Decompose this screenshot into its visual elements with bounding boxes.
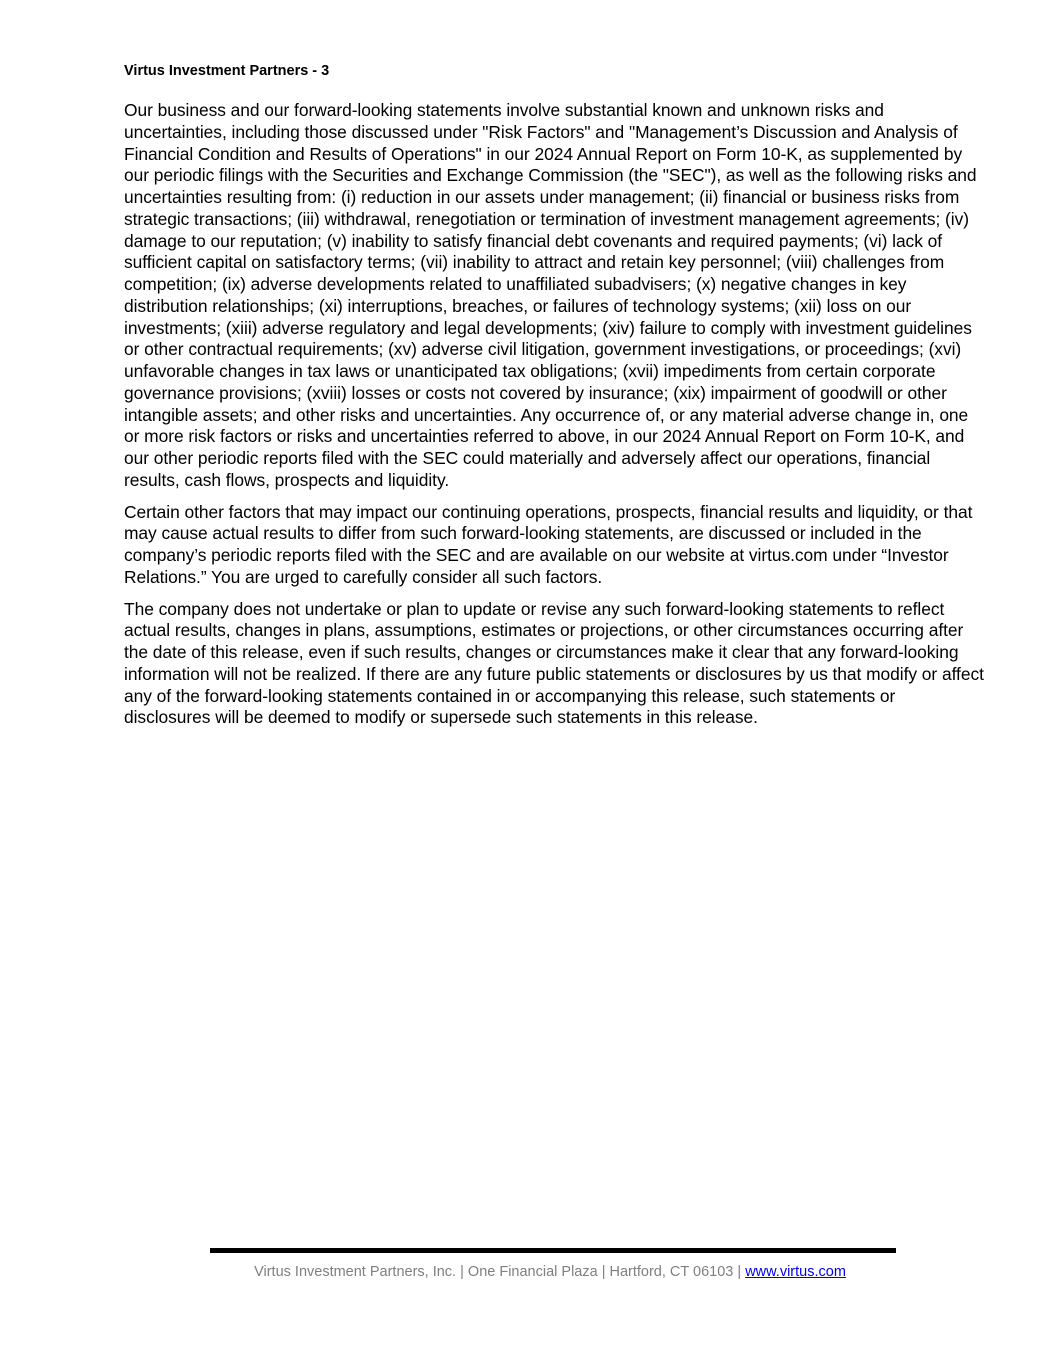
document-body [124,100,984,739]
page-footer [0,1263,1055,1281]
other-factors-paragraph: Certain other factors that may impact our continuing operations, prospects, financial results and liquidity, or that may cause actual results to differ from such forward-looking statements, are discussed or included in the company’s periodic reports filed with the SEC and are available on our website at virtus.com under “Investor Relations.” You are urged to carefully consider all such factors. [124,501,973,587]
no-update-paragraph: The company does not undertake or plan to update or revise any such forward-looking statements to reflect actual results, changes in plans, assumptions, estimates or projections, or other circumstances occurring after the date of this release, even if such results, changes or circumstances make it clear that any forward-looking information will not be realized. If there are any future public statements or disclosures by us that modify or affect any of the forward-looking statements contained in or accompanying this release, such statements or disclosures will be deemed to modify or supersede such statements in this release. [124,598,984,728]
page-header: Virtus Investment Partners - 3 [124,63,330,79]
risk-factors-paragraph: Our business and our forward-looking statements involve substantial known and unknown risks and uncertainties, including those discussed under "Risk Factors" and "Management’s Discussion and Analysis of Financial Condition and Results of Operations" in our 2024 Annual Report on Form 10-K, as supplemented by our periodic filings with the Securities and Exchange Commission (the "SEC"), as well as the following risks and uncertainties resulting from: (i) reduction in our assets under management; (ii) financial or business risks from strategic transactions; (iii) withdrawal, renegotiation or termination of investment management agreements; (iv) damage to our reputation; (v) inability to satisfy financial debt covenants and required payments; (vi) lack of sufficient capital on satisfactory terms; (vii) inability to attract and retain key personnel; (viii) challenges from competition; (ix) adverse developments related to unaffiliated subadvisers; (x) negative changes in key distribution relationships; (xi) interruptions, breaches, or failures of technology systems; (xii) loss on our investments; (xiii) adverse regulatory and legal developments; (xiv) failure to comply with investment guidelines or other contractual requirements; (xv) adverse civil litigation, government investigations, or proceedings; (xvi) unfavorable changes in tax laws or unanticipated tax obligations; (xvii) impediments from certain corporate governance provisions; (xviii) losses or costs not covered by insurance; (xix) impairment of goodwill or other intangible assets; and other risks and uncertainties. Any occurrence of, or any material adverse change in, one or more risk factors or risks and uncertainties referred to above, in our 2024 Annual Report on Form 10-K, and our other periodic reports filed with the SEC could materially and adversely affect our operations, financial results, cash flows, prospects and liquidity. [124,100,977,490]
website-link[interactable]: www.virtus.com [745,1264,846,1280]
footer-divider [210,1248,896,1253]
footer-address: Virtus Investment Partners, Inc. | One Financial Plaza | Hartford, CT 06103 | [254,1264,746,1280]
